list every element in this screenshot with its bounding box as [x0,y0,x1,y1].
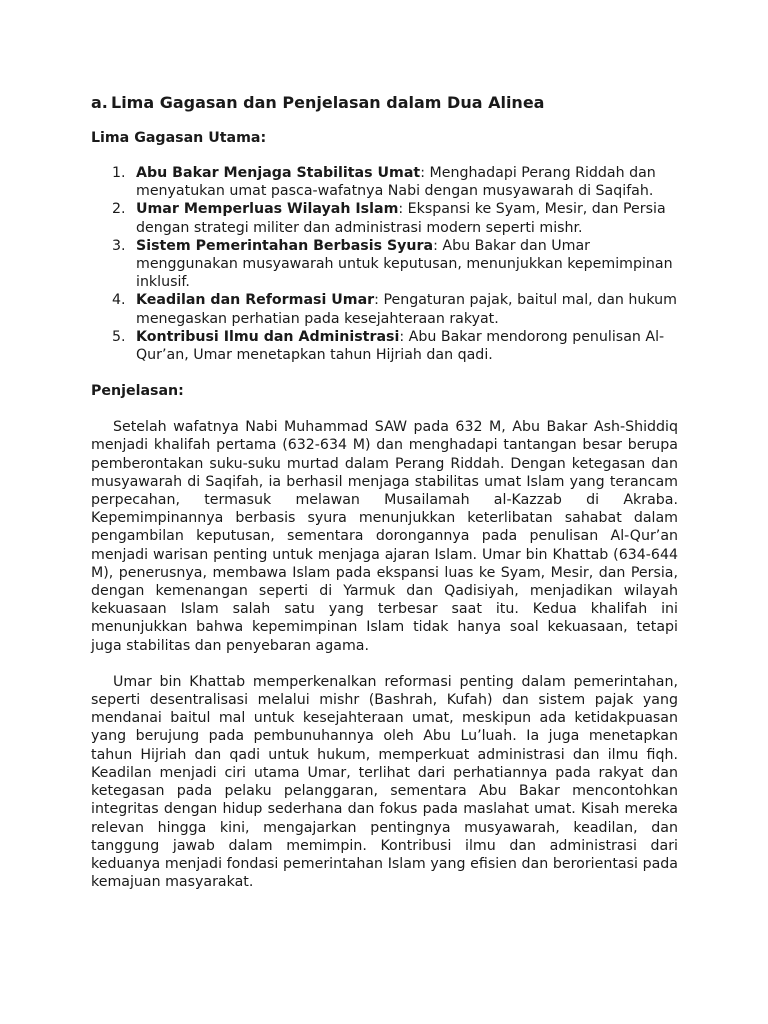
idea-description: : Abu Bakar mendorong penulisan Al-Qur’an, Umar menetapkan tahun Hijriah dan qadi. [136,328,665,364]
idea-title: Umar Memperluas Wilayah Islam [136,201,399,218]
idea-description: : Pengaturan pajak, baitul mal, dan hukum menegaskan perhatian pada kesejahteraan rakyat. [136,292,677,327]
idea-title: Abu Bakar Menjaga Stabilitas Umat [136,165,421,181]
list-number: 2. [112,201,126,218]
list-number: 5. [112,328,126,345]
list-item [91,328,678,364]
paragraph: Setelah wafatnya Nabi Muhammad SAW pada 632 M, Abu Bakar Ash-Shiddiq menjadi khalifah pertama (632-634 M) dan menghadapi tantangan besar berupa pemberontakan suku-suku murtad dalam Perang Riddah. Dengan ketegasan dan musyawarah di Saqifah, ia berhasil menjaga stabilitas umat Islam yang terancam perpecahan, termasuk melawan Musailamah al-Kazzab di Akraba. Kepemimpinannya berbasis syura menunjukkan keterlibatan sahabat dalam pengambilan keputusan, sementara dorongannya pada penulisan Al-Qur’an menjadi warisan penting untuk menjaga ajaran Islam. Umar bin Khattab (634-644 M), penerusnya, membawa Islam pada ekspansi luas ke Syam, Mesir, dan Persia, dengan kemenangan seperti di Yarmuk dan Qadisiyah, menjadikan wilayah kekuasaan Islam salah satu yang terbesar saat itu. Kedua khalifah ini menunjukkan bahwa kepemimpinan Islam tidak hanya soal kekuasaan, tetapi juga stabilitas dan penyebaran agama. [91,419,678,654]
list-number: 4. [112,292,126,309]
ideas-heading: Lima Gagasan Utama: [91,130,267,146]
list-item [91,291,678,327]
idea-description: : Abu Bakar dan Umar menggunakan musyawarah untuk keputusan, menunjukkan kepemimpinan inklusif. [136,237,673,291]
list-item [91,200,678,236]
list-number: 1. [112,165,126,181]
idea-description: : Ekspansi ke Syam, Mesir, dan Persia dengan strategi militer dan administrasi modern seperti mishr. [136,201,666,236]
idea-title: Sistem Pemerintahan Berbasis Syura [136,237,434,254]
idea-title: Kontribusi Ilmu dan Administrasi [136,328,400,345]
section-marker: a. [91,93,108,112]
list-item [91,237,678,292]
paragraph: Umar bin Khattab memperkenalkan reformasi penting dalam pemerintahan, seperti desentralisasi melalui mishr (Bashrah, Kufah) dan sistem pajak yang mendanai baitul mal untuk kesejahteraan umat, meskipun ada ketidakpuasan yang berujung pada pembunuhannya oleh Abu Lu’luah. Ia juga menetapkan tahun Hijriah dan qadi untuk hukum, memperkuat administrasi dan ilmu fiqh. Keadilan menjadi ciri utama Umar, terlihat dari perhatiannya pada rakyat dan ketegasan pada pelaku pelanggaran, sementara Abu Bakar mencontohkan integritas dengan hidup sederhana dan fokus pada maslahat umat. Kisah mereka relevan hingga kini, mengajarkan pentingnya musyawarah, keadilan, dan tanggung jawab dalam memimpin. Kontribusi ilmu dan administrasi dari keduanya menjadi fondasi pemerintahan Islam yang efisien dan berorientasi pada kemajuan masyarakat. [91,673,678,891]
idea-title: Keadilan dan Reformasi Umar [136,292,375,309]
section-title: Lima Gagasan dan Penjelasan dalam Dua Alinea [111,93,545,112]
section-heading [91,92,678,114]
list-number: 3. [112,237,126,254]
idea-description: : Menghadapi Perang Riddah dan menyatukan umat pasca-wafatnya Nabi dengan musyawarah di Saqifah. [136,165,656,200]
document-page [91,92,678,891]
ideas-list [91,164,678,364]
list-item [91,164,678,200]
explanation-heading: Penjelasan: [91,383,184,400]
